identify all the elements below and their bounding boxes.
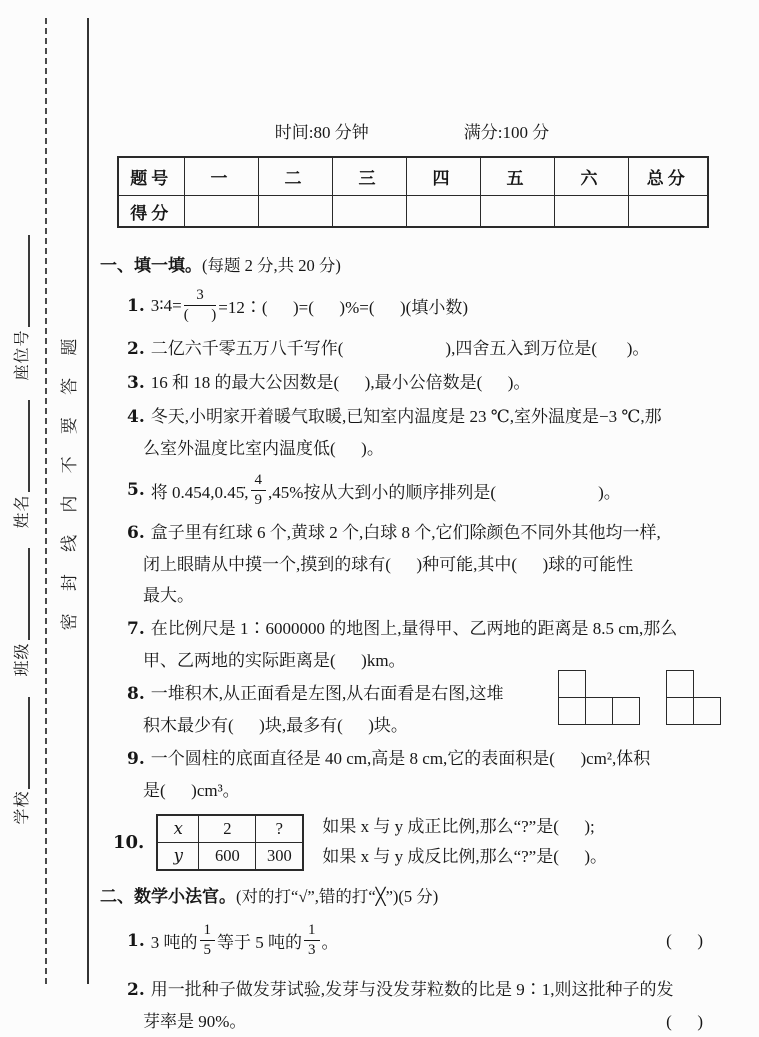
question-text: 么室外温度比室内温度低( )。 — [143, 438, 384, 458]
seal-dashed-line — [45, 18, 47, 984]
score-empty-cell — [406, 196, 480, 228]
section2-title — [100, 884, 725, 910]
question-5 — [100, 466, 725, 516]
question-text: 。 — [321, 933, 339, 953]
question-text: 等于 5 吨的 — [217, 933, 302, 953]
question-text: 最大。 — [143, 586, 194, 605]
question-text: 一个圆柱的底面直径是 40 cm,高是 8 cm,它的表面积是( )cm²,体积 — [150, 749, 651, 768]
question-text: 3∶4= — [150, 295, 182, 315]
question-text: 如果 x 与 y 成正比例,那么“?”是( ); — [322, 817, 595, 836]
question-number: 9. — [127, 749, 145, 769]
question-6 — [100, 517, 725, 611]
school-blank-line — [12, 697, 30, 789]
question-text: 如果 x 与 y 成反比例,那么“?”是( )。 — [322, 847, 608, 866]
question-text: 积木最少有( )块,最多有( )块。 — [143, 716, 408, 735]
question-text: 在比例尺是 1∶6000000 的地图上,量得甲、乙两地的距离是 8.5 cm,那么 — [150, 619, 678, 638]
exam-meta — [117, 118, 707, 143]
question-number: 5. — [127, 480, 145, 501]
xy-table-cell: y — [157, 842, 199, 870]
question-number: 3. — [127, 372, 145, 393]
question-8 — [100, 678, 725, 741]
question-text: 用一批种子做发芽试验,发芽与没发芽粒数的比是 9∶1,则这批种子的发 — [150, 979, 674, 999]
xy-table-cell: x — [157, 815, 199, 843]
score-table-cell: 四 — [406, 157, 480, 196]
class-blank-line — [12, 549, 30, 641]
question-text: 一堆积木,从正面看是左图,从右面看是右图,这堆 — [150, 684, 504, 703]
section2-title-note: (对的打“√”,错的打“╳”)(5 分) — [236, 887, 439, 906]
question-text: 是( )cm³。 — [143, 781, 240, 800]
score-empty-cell — [554, 196, 628, 228]
seat-number-blank-line — [12, 235, 30, 327]
answer-bracket: ( ) — [666, 930, 703, 950]
name-blank-line — [12, 400, 30, 492]
score-table-cell: 五 — [480, 157, 554, 196]
question-text: 盒子里有红球 6 个,黄球 2 个,白球 8 个,它们除颜色不同外其他均一样, — [150, 523, 661, 542]
question-text: ,45%按从大到小的顺序排列是( )。 — [268, 482, 621, 502]
score-table-cell: 一 — [184, 157, 258, 196]
score-table-cell: 二 — [258, 157, 332, 196]
section1-title-text: 一、填一填。 — [100, 256, 202, 276]
section2-title-text: 二、数学小法官。 — [100, 887, 236, 907]
fraction: $\frac{1}{3}$ — [304, 922, 320, 960]
question-number: 4. — [127, 406, 145, 427]
score-empty-cell — [258, 196, 332, 228]
section1-title — [100, 253, 725, 279]
score-table-score-row — [118, 196, 708, 228]
class-label: 班级 — [13, 642, 31, 677]
question-text: 将 0.454,0.45̇, — [150, 482, 249, 502]
name-field — [9, 380, 32, 528]
exam-content — [100, 0, 725, 1037]
score-table-cell: 三 — [332, 157, 406, 196]
question-4 — [100, 401, 725, 464]
question-number: 1. — [127, 295, 145, 316]
question-number: 7. — [127, 619, 145, 639]
question-text: 二亿六千零五万八千写作( ),四舍五入到万位是( )。 — [150, 338, 650, 358]
full-score: 满分:100 分 — [463, 123, 550, 142]
question-text: 闭上眼睛从中摸一个,摸到的球有( )种可能,其中( )球的可能性 — [143, 555, 634, 574]
question-number: 8. — [127, 684, 145, 704]
xy-table-cell: 300 — [256, 842, 304, 870]
question-text: =12∶( )=( )%=( )(填小数) — [218, 298, 468, 318]
school-label: 学校 — [13, 790, 31, 825]
question-7 — [100, 613, 725, 676]
question-text: 16 和 18 的最大公因数是( ),最小公倍数是( )。 — [150, 372, 531, 392]
school-field — [9, 677, 32, 825]
fraction: $\frac{4}{9}$ — [251, 472, 267, 510]
score-table-cell: 六 — [554, 157, 628, 196]
question-number: 10. — [113, 831, 145, 853]
question-text: 甲、乙两地的实际距离是( )km。 — [143, 651, 406, 670]
judge-question-1 — [100, 916, 725, 966]
question-3 — [100, 367, 725, 399]
seal-solid-line — [87, 18, 89, 984]
question-number: 2. — [127, 979, 145, 1000]
judge-question-2 — [100, 974, 725, 1037]
question-number: 2. — [127, 338, 145, 359]
section1-title-note: (每题 2 分,共 20 分) — [202, 256, 341, 275]
question-number: 6. — [127, 523, 145, 543]
score-table-cell: 总分 — [628, 157, 708, 196]
score-row-label: 得分 — [118, 196, 184, 228]
score-table-cell: 题号 — [118, 157, 184, 196]
student-info-fields — [5, 150, 35, 890]
score-empty-cell — [332, 196, 406, 228]
xy-table-cell: 2 — [199, 815, 256, 843]
question-2 — [100, 333, 725, 365]
xy-table-cell: 600 — [199, 842, 256, 870]
class-field — [9, 529, 32, 677]
score-table — [117, 156, 709, 228]
xy-table-cell: ? — [256, 815, 304, 843]
score-empty-cell — [628, 196, 708, 228]
question-text: 3 吨的 — [150, 933, 198, 953]
question-text: 冬天,小明家开着暖气取暖,已知室内温度是 23 ℃,室外温度是−3 ℃,那 — [150, 406, 662, 426]
seat-number-field — [9, 215, 32, 380]
score-empty-cell — [184, 196, 258, 228]
score-empty-cell — [480, 196, 554, 228]
seat-number-label: 座位号 — [13, 329, 31, 381]
question-number: 1. — [127, 930, 145, 951]
question-1 — [100, 281, 725, 331]
fraction: $\frac{3}{( )}$ — [183, 287, 217, 324]
xy-table — [156, 814, 304, 871]
fraction: $\frac{1}{5}$ — [200, 922, 216, 960]
question-text: 芽率是 90%。 — [143, 1011, 247, 1031]
score-table-header-row — [118, 157, 708, 196]
question-10 — [100, 812, 725, 872]
seal-text: 密 封 线 内 不 要 答 题 — [60, 329, 79, 631]
question-9 — [100, 743, 725, 806]
time-limit: 时间:80 分钟 — [274, 123, 369, 142]
answer-bracket: ( ) — [666, 1011, 703, 1031]
name-label: 姓名 — [13, 494, 31, 529]
